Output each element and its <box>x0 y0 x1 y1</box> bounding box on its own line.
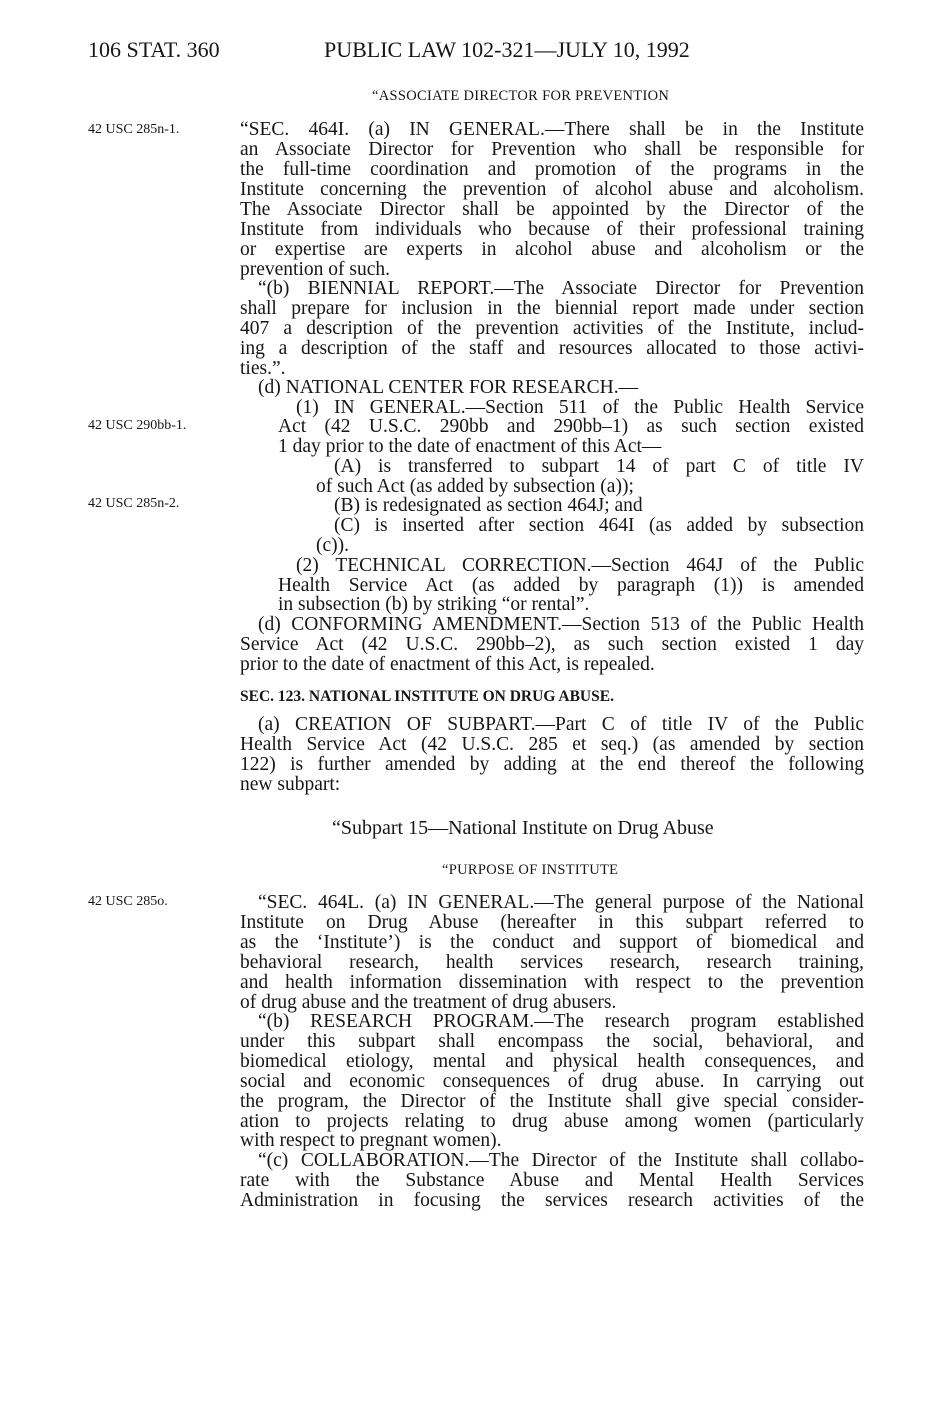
text-line: ation to projects relating to drug abuse among women (particularly <box>240 1111 864 1132</box>
text-line: (c)). <box>316 535 350 556</box>
purpose-heading: “PURPOSE OF INSTITUTE <box>442 862 619 878</box>
text-line: (B) is redesignated as section 464J; and <box>334 495 643 516</box>
side-note-usc: 42 USC 290bb-1. <box>88 418 187 433</box>
stat-page-number: 106 STAT. 360 <box>88 37 220 62</box>
text-line: 407 a description of the prevention activities of the Institute, includ- <box>240 318 864 339</box>
text-line: the full-time coordination and promotion of the programs in the <box>240 159 864 180</box>
text-line: the program, the Director of the Institute shall give special consider- <box>240 1091 864 1112</box>
text-line: and health information dissemination with respect to the prevention <box>240 972 864 993</box>
text-line: (A) is transferred to subpart 14 of part C of title IV <box>334 456 864 477</box>
text-line: biomedical etiology, mental and physical health consequences, and <box>240 1051 864 1072</box>
text-line: under this subpart shall encompass the social, behavioral, and <box>240 1031 864 1052</box>
text-line: Act (42 U.S.C. 290bb and 290bb–1) as such section existed <box>278 416 864 437</box>
text-line: Health Service Act (42 U.S.C. 285 et seq.) (as amended by section <box>240 734 864 755</box>
side-note-usc: 42 USC 285o. <box>88 894 168 909</box>
text-line: or expertise are experts in alcohol abuse and alcoholism or the <box>240 239 864 260</box>
text-line: prior to the date of enactment of this Act, is repealed. <box>240 654 655 675</box>
text-line: prevention of such. <box>240 259 391 280</box>
text-line: “SEC. 464I. (a) IN GENERAL.—There shall be in the Institute <box>240 119 864 140</box>
section-heading-drug-abuse: SEC. 123. NATIONAL INSTITUTE ON DRUG ABUSE. <box>240 688 614 705</box>
side-note-usc: 42 USC 285n-1. <box>88 122 180 137</box>
text-line: (1) IN GENERAL.—Section 511 of the Public Health Service <box>296 397 864 418</box>
text-line: The Associate Director shall be appointed by the Director of the <box>240 199 864 220</box>
text-line: “(b) RESEARCH PROGRAM.—The research program established <box>258 1011 864 1032</box>
text-line: Administration in focusing the services research activities of the <box>240 1190 864 1211</box>
text-line: of such Act (as added by subsection (a)); <box>316 476 634 497</box>
subpart-title: “Subpart 15—National Institute on Drug Abuse <box>332 817 714 839</box>
text-line: social and economic consequences of drug abuse. In carrying out <box>240 1071 864 1092</box>
text-line: (d) CONFORMING AMENDMENT.—Section 513 of the Public Health <box>258 614 864 635</box>
text-line: (d) NATIONAL CENTER FOR RESEARCH.— <box>258 377 639 398</box>
text-line: ties.”. <box>240 358 286 379</box>
text-line: Service Act (42 U.S.C. 290bb–2), as such section existed 1 day <box>240 634 864 655</box>
text-line: as the ‘Institute’) is the conduct and support of biomedical and <box>240 932 864 953</box>
text-line: (a) CREATION OF SUBPART.—Part C of title IV of the Public <box>258 714 864 735</box>
text-line: behavioral research, health services research, research training, <box>240 952 864 973</box>
text-line: in subsection (b) by striking “or rental”. <box>278 594 590 615</box>
text-line: Institute concerning the prevention of alcohol abuse and alcoholism. <box>240 179 864 200</box>
text-line: ing a description of the staff and resources allocated to those activi- <box>240 338 864 359</box>
text-line: Institute on Drug Abuse (hereafter in this subpart referred to <box>240 912 864 933</box>
text-line: (2) TECHNICAL CORRECTION.—Section 464J of the Public <box>296 555 864 576</box>
text-line: (C) is inserted after section 464I (as added by subsection <box>334 515 864 536</box>
text-line: Institute from individuals who because of their professional training <box>240 219 864 240</box>
text-line: with respect to pregnant women). <box>240 1130 502 1151</box>
text-line: “(c) COLLABORATION.—The Director of the Institute shall collabo- <box>258 1150 864 1171</box>
section-heading-associate-director: “ASSOCIATE DIRECTOR FOR PREVENTION <box>372 88 670 104</box>
law-title: PUBLIC LAW 102-321—JULY 10, 1992 <box>324 37 690 62</box>
text-line: “(b) BIENNIAL REPORT.—The Associate Director for Prevention <box>258 278 864 299</box>
text-line: “SEC. 464L. (a) IN GENERAL.—The general purpose of the National <box>258 892 864 913</box>
text-line: of drug abuse and the treatment of drug abusers. <box>240 992 617 1013</box>
text-line: 122) is further amended by adding at the end thereof the following <box>240 754 864 775</box>
text-line: shall prepare for inclusion in the biennial report made under section <box>240 298 864 319</box>
side-note-usc: 42 USC 285n-2. <box>88 496 180 511</box>
text-line: Health Service Act (as added by paragraph (1)) is amended <box>278 575 864 596</box>
text-line: new subpart: <box>240 774 341 795</box>
text-line: rate with the Substance Abuse and Mental Health Services <box>240 1170 864 1191</box>
text-line: an Associate Director for Prevention who shall be responsible for <box>240 139 864 160</box>
text-line: 1 day prior to the date of enactment of this Act— <box>278 436 662 457</box>
